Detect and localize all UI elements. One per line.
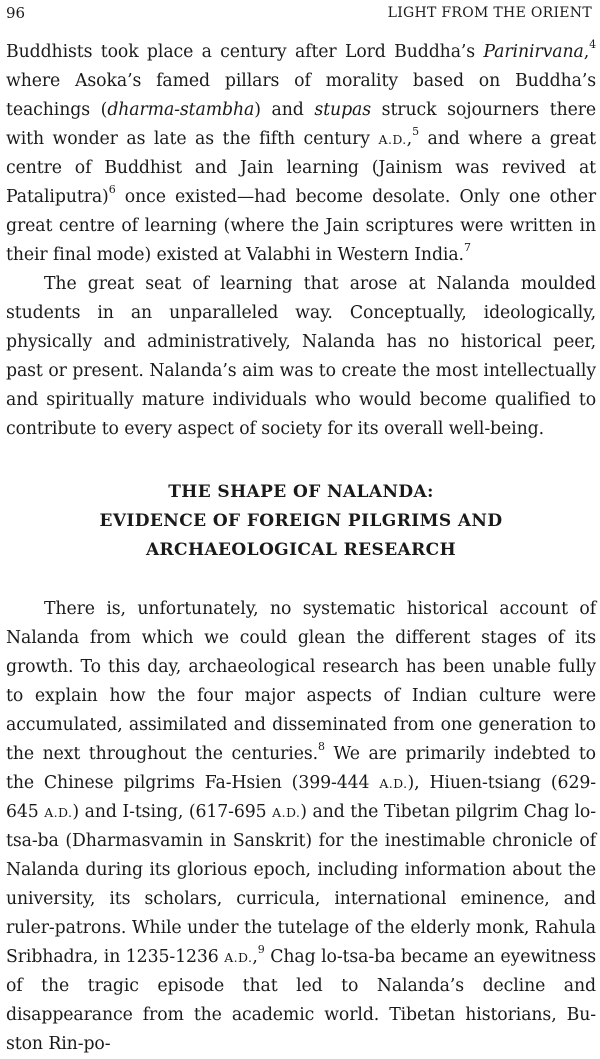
text-span: ) and the Tibetan pilgrim Chag lo-tsa-ba (Dharmasvamin in Sanskrit) for the inestimable chronicle of Nalanda during its glorious epoch, including information about the university, its scholars, curricula, international eminence, and ruler-patrons. While under the tutelage of the elderly monk, Rahula Sribhadra, in 1235-1236 bbox=[6, 802, 596, 967]
text-span: , bbox=[406, 129, 413, 149]
running-head bbox=[6, 2, 596, 24]
text-span: struck sojourners there with wonder as late as the fifth century bbox=[6, 100, 597, 149]
paragraph bbox=[6, 595, 596, 1059]
section-heading-line: ARCHAEOLOGICAL RESEARCH bbox=[145, 540, 457, 560]
text-span: , bbox=[252, 947, 258, 967]
running-title: LIGHT FROM THE ORIENT bbox=[387, 5, 592, 21]
italic-term: Parinirvana bbox=[483, 42, 584, 62]
text-span: ) and bbox=[254, 100, 315, 120]
era-abbreviation: A.D. bbox=[378, 132, 407, 147]
text-span: , bbox=[583, 42, 590, 62]
italic-term: dharma-stambha bbox=[107, 100, 255, 120]
section-heading bbox=[6, 478, 596, 565]
italic-term: stupas bbox=[314, 100, 371, 120]
text-span: where Asoka’s famed pillars of morality based on Buddha’s teachings ( bbox=[6, 71, 596, 120]
era-abbreviation: A.D. bbox=[272, 805, 301, 820]
text-span: ), Hiuen-tsiang (629-645 bbox=[6, 773, 596, 822]
section-heading-line: EVIDENCE OF FOREIGN PILGRIMS AND bbox=[99, 511, 503, 531]
text-span: There is, unfortunately, no systematic historical account of Nalanda from which we could glean the different stages of its growth. To this day, archaeological research has been unable fully to explain how the four major aspects of Indian culture were accumulated, assimilated and disseminated from one generation to the next throughout the centuries. bbox=[6, 599, 596, 764]
section-heading-line: THE SHAPE OF NALANDA: bbox=[168, 482, 434, 502]
footnote-marker: 8 bbox=[318, 740, 325, 754]
footnote-marker: 4 bbox=[589, 38, 596, 52]
text-span: and where a great centre of Buddhist and Jain learning (Jainism was revived at Pataliputra) bbox=[6, 129, 596, 207]
paragraph: The great seat of learning that arose at Nalanda moulded students in an unparalleled way. Conceptually, ideologically, physically and administratively, Nalanda has no historical peer, past or present. Nalanda’s aim was to create the most intellectually and spiritually mature individuals who would become qualified to contribute to every aspect of society for its overall well-being. bbox=[6, 274, 596, 439]
text-span: Chag lo-tsa-ba became an eyewitness of the tragic episode that led to Nalanda’s decline and disappearance from the academic world. Tibetan historians, Bu-ston Rin-po- bbox=[6, 947, 596, 1054]
book-page bbox=[6, 0, 597, 1054]
text-span: Buddhists took place a century after Lord Buddha’s bbox=[6, 42, 484, 62]
footnote-marker: 5 bbox=[412, 125, 419, 139]
paragraph-continued bbox=[6, 38, 596, 270]
body-text bbox=[6, 38, 596, 1059]
page-number: 96 bbox=[6, 4, 26, 22]
footnote-marker: 7 bbox=[463, 241, 471, 255]
footnote-marker: 6 bbox=[108, 183, 116, 197]
era-abbreviation: A.D. bbox=[379, 776, 408, 791]
era-abbreviation: A.D. bbox=[44, 805, 73, 820]
footnote-marker: 9 bbox=[257, 943, 265, 957]
text-span: ) and I-tsing, (617-695 bbox=[72, 802, 273, 822]
era-abbreviation: A.D. bbox=[224, 950, 253, 965]
text-span: once existed—had become desolate. Only one other great centre of learning (where the Jain scriptures were written in their final mode) existed at Valabhi in Western India. bbox=[6, 187, 596, 265]
text-span: We are primarily indebted to the Chinese pilgrims Fa-Hsien (399-444 bbox=[6, 744, 596, 793]
